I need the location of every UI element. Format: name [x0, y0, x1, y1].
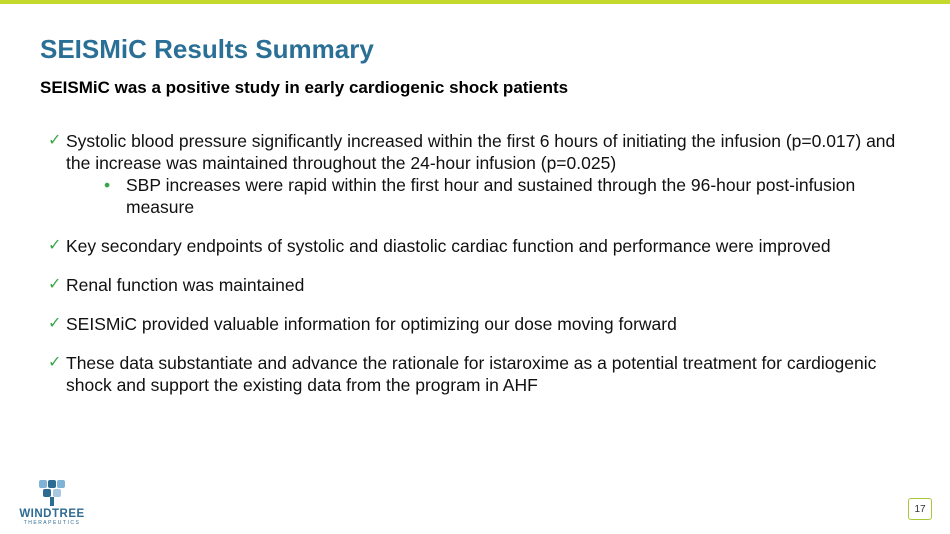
- bullet-item: [48, 235, 908, 257]
- bullet-item: [48, 274, 908, 296]
- logo-name: WINDTREE: [19, 508, 85, 520]
- bullet-list: [48, 130, 908, 413]
- checkmark-icon: ✓: [48, 132, 62, 149]
- bullet-item: [48, 352, 908, 396]
- bullet-text: SEISMiC provided valuable information for optimizing our dose moving forward: [66, 314, 677, 334]
- bullet-text: Key secondary endpoints of systolic and diastolic cardiac function and performance were improved: [66, 236, 831, 256]
- top-accent-bar: [0, 0, 950, 4]
- bullet-text: Renal function was maintained: [66, 275, 305, 295]
- slide-subtitle: SEISMiC was a positive study in early cardiogenic shock patients: [40, 78, 569, 97]
- checkmark-icon: ✓: [48, 276, 62, 293]
- checkmark-icon: ✓: [48, 237, 62, 254]
- logo-tagline: THERAPEUTICS: [23, 520, 81, 526]
- sub-bullet-text: SBP increases were rapid within the first hour and sustained through the 96-hour post-infusion measure: [126, 175, 856, 217]
- bullet-item: [48, 313, 908, 335]
- windtree-logo: [14, 478, 90, 526]
- bullet-text: These data substantiate and advance the rationale for istaroxime as a potential treatment for cardiogenic shock and support the existing data from the program in AHF: [66, 353, 877, 395]
- page-number: 17: [908, 498, 932, 520]
- sub-bullet-item: [66, 174, 908, 218]
- bullet-text: Systolic blood pressure significantly increased within the first 6 hours of initiating the infusion (p=0.017) and the increase was maintained throughout the 24-hour infusion (p=0.025): [66, 131, 896, 173]
- tree-logo-icon: [14, 478, 90, 508]
- bullet-dot-icon: •: [104, 175, 111, 195]
- checkmark-icon: ✓: [48, 354, 62, 371]
- slide-title: SEISMiC Results Summary: [40, 34, 374, 64]
- bullet-item: [48, 130, 908, 218]
- checkmark-icon: ✓: [48, 315, 62, 332]
